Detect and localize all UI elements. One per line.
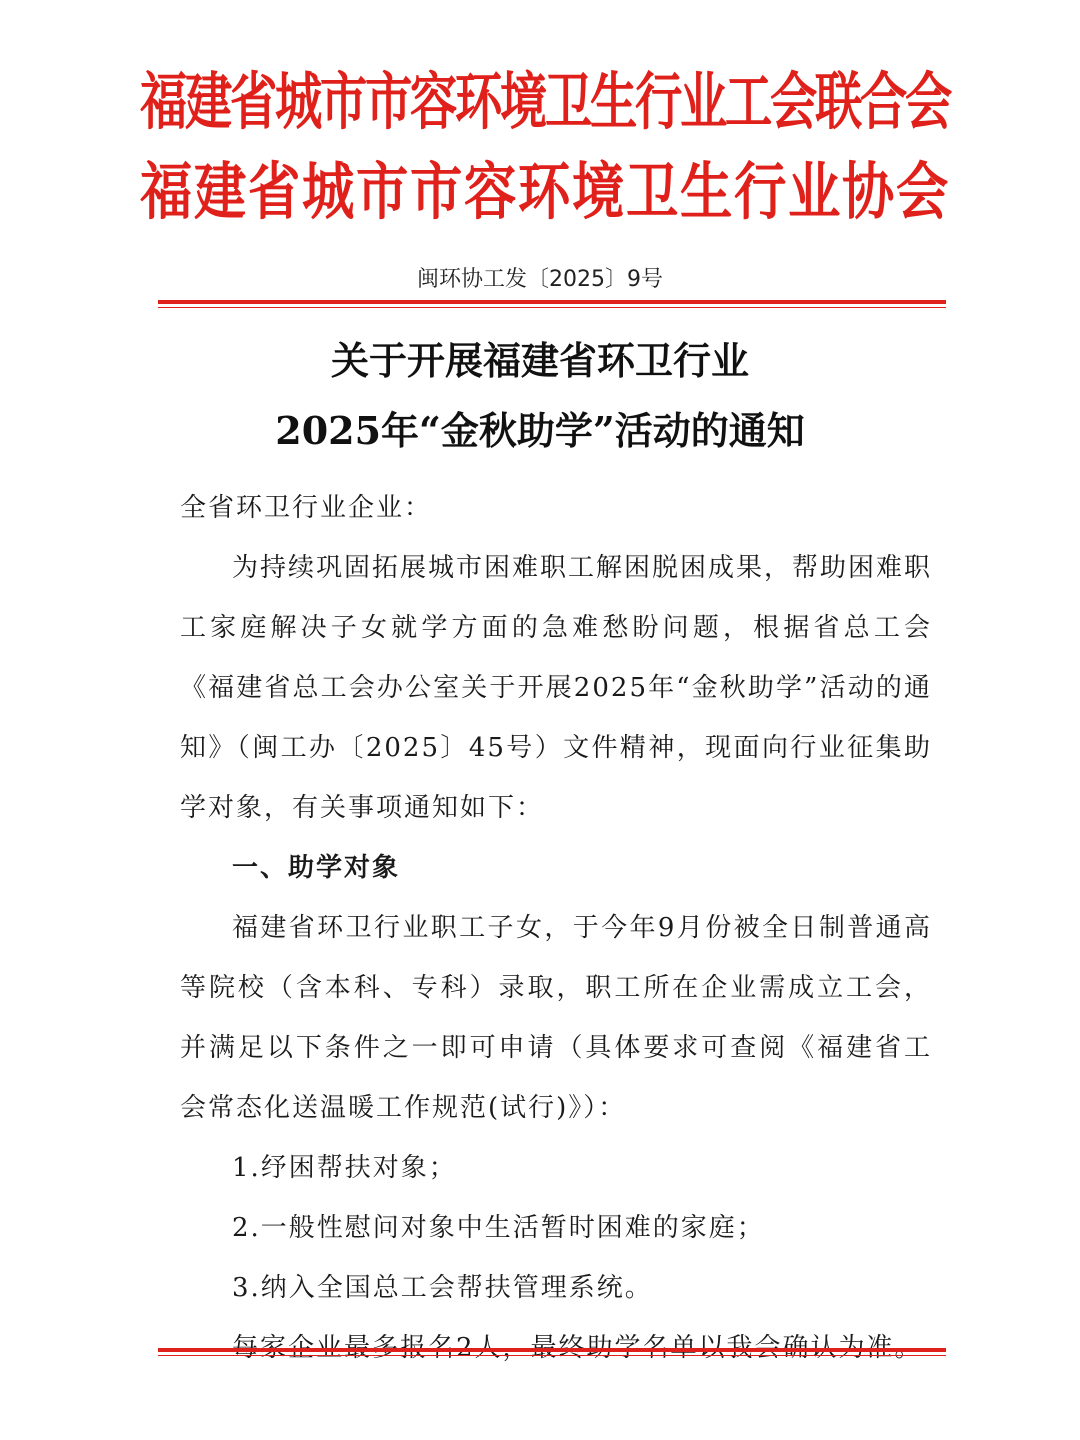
- condition-item: 3.纳入全国总工会帮扶管理系统。: [232, 1273, 653, 1303]
- intro-paragraph: 为持续巩固拓展城市困难职工解困脱困成果，帮助困难职工家庭解决子女就学方面的急难愁盼问题，根据省总工会《福建省总工会办公室关于开展2025年“金秋助学”活动的通知》（闽工办〔2025〕45号）文件精神，现面向行业征集助学对象，有关事项通知如下：: [180, 553, 933, 823]
- document-number: 闽环协工发〔2025〕9号: [417, 267, 663, 292]
- condition-item: 2.一般性慰问对象中生活暂时困难的家庭；: [232, 1213, 765, 1243]
- section-heading-recipients: 一、助学对象: [232, 853, 401, 883]
- notice-title-line-2: 2025年“金秋助学”活动的通知: [275, 408, 805, 453]
- notice-body: [180, 478, 932, 1378]
- notice-title-line-1: 关于开展福建省环卫行业: [330, 338, 749, 383]
- recipients-paragraph: 福建省环卫行业职工子女，于今年9月份被全日制普通高等院校（含本科、专科）录取，职工所在企业需成立工会，并满足以下条件之一即可申请（具体要求可查阅《福建省工会常态化送温暖工作规范(试行)》）：: [180, 913, 932, 1123]
- red-divider-top: [158, 300, 946, 308]
- salutation: 全省环卫行业企业：: [180, 493, 433, 523]
- condition-item: 1.纾困帮扶对象；: [232, 1153, 457, 1183]
- red-divider-bottom: [158, 1348, 946, 1356]
- issuer-line-union: 福建省城市市容环境卫生行业工会联合会: [140, 65, 951, 138]
- issuer-line-association: 福建省城市市容环境卫生行业协会: [140, 155, 951, 228]
